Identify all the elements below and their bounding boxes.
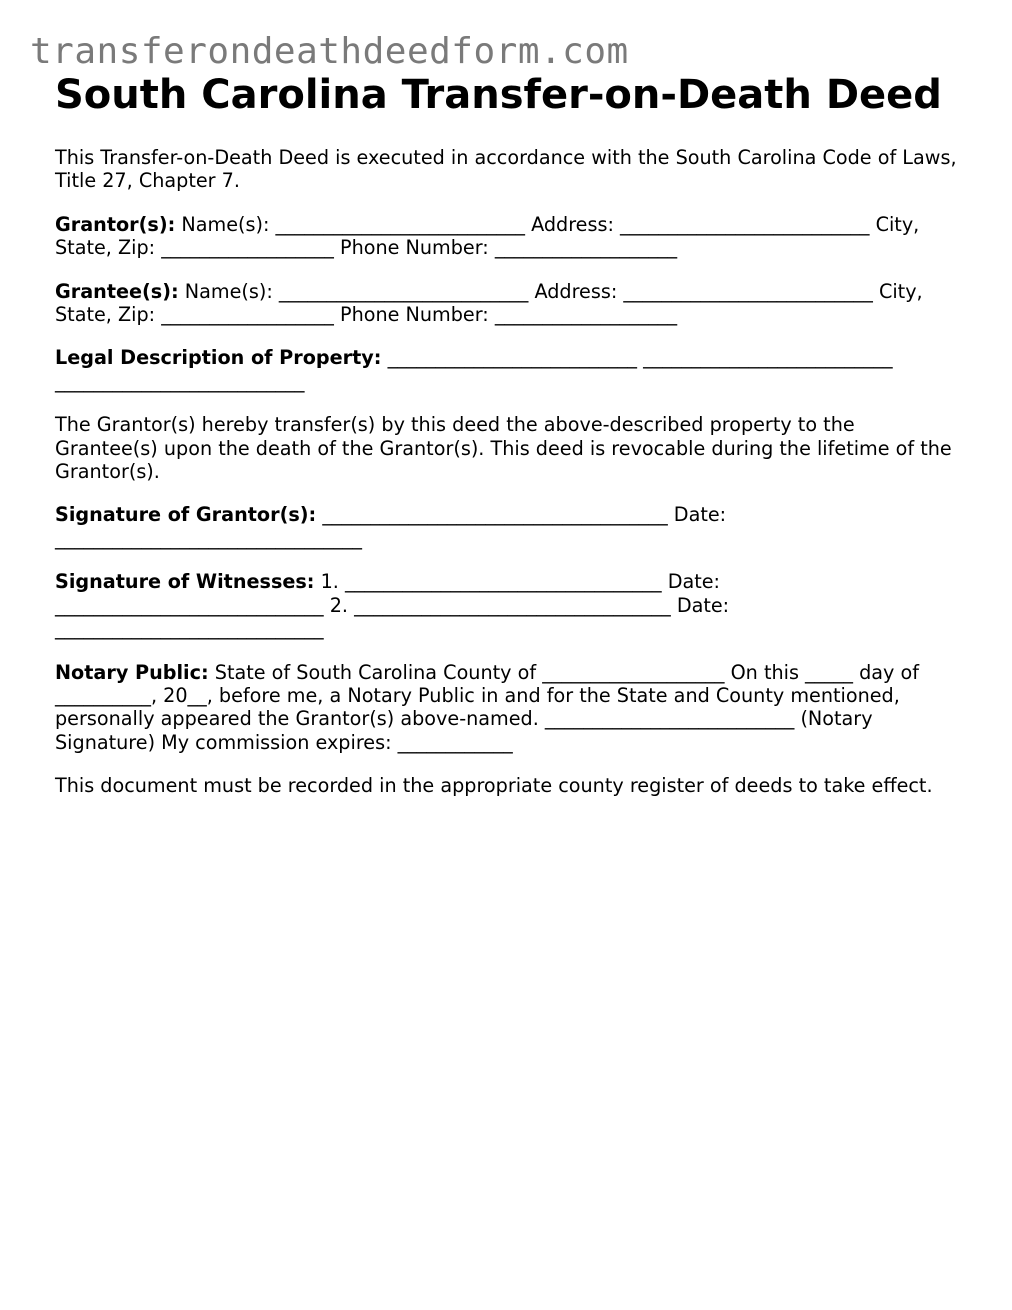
intro-paragraph: This Transfer-on-Death Deed is executed in accordance with the South Carolina Code of Laws, Title 27, Chapter 7. [55, 146, 957, 193]
legal-description-section [55, 346, 960, 393]
grantor-fields: Name(s): __________________________ Address: __________________________ City, State, Zip: __________________ Phone Number: ___________________ [55, 212, 920, 260]
grantor-label: Grantor(s): [55, 212, 176, 236]
document-body [55, 146, 960, 818]
recording-note: This document must be recorded in the appropriate county register of deeds to take effect. [55, 774, 933, 798]
witnesses-fields: 1. _________________________________ Date: ____________________________ 2. _________________________________ Date: ____________________________ [55, 570, 730, 641]
transfer-clause: The Grantor(s) hereby transfer(s) by this deed the above-described property to the Grantee(s) upon the death of the Grantor(s). This deed is revocable during the lifetime of the Grantor(s). [55, 413, 952, 484]
grantee-section [55, 280, 960, 327]
notary-section [55, 661, 960, 755]
legal-description-fields: __________________________ __________________________ __________________________ [55, 346, 893, 393]
witnesses-label: Signature of Witnesses: [55, 570, 315, 594]
grantee-fields: Name(s): __________________________ Address: __________________________ City, State, Zip: __________________ Phone Number: ___________________ [55, 279, 923, 327]
notary-fields: State of South Carolina County of ___________________ On this _____ day of __________, 20__, before me, a Notary Public in and for the State and County mentioned, personally appeared the Grantor(s) above-named. __________________________ (Notary Signature) My commission expires: ____________ [55, 660, 920, 754]
grantee-label: Grantee(s): [55, 279, 179, 303]
notary-label: Notary Public: [55, 660, 209, 684]
grantor-signature-label: Signature of Grantor(s): [55, 503, 317, 527]
grantor-signature-section [55, 503, 960, 550]
grantor-signature-fields: ____________________________________ Date: ________________________________ [55, 503, 727, 550]
witnesses-section [55, 570, 960, 640]
page-title: South Carolina Transfer-on-Death Deed [55, 72, 942, 118]
legal-description-label: Legal Description of Property: [55, 346, 382, 370]
watermark: transferondeathdeedform.com [30, 31, 629, 72]
grantor-section [55, 213, 960, 260]
